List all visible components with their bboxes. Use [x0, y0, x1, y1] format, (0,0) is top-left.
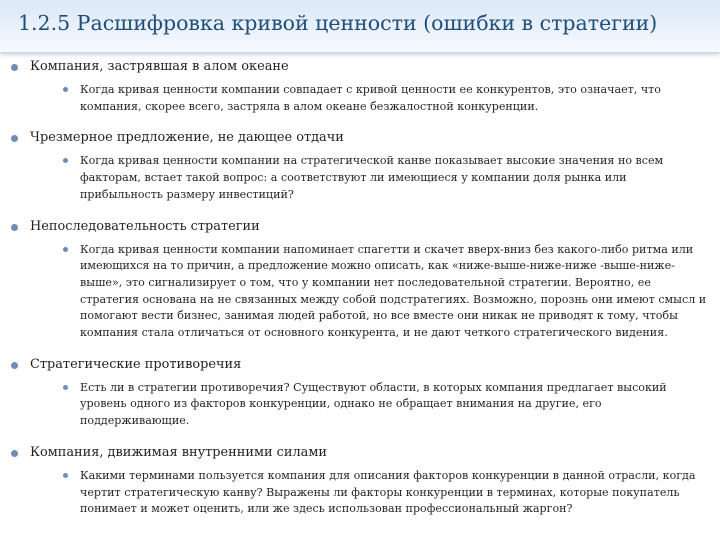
- bullet-icon: [11, 64, 18, 71]
- bullet-icon: [11, 450, 18, 457]
- list-item-detail: [80, 153, 710, 203]
- title-band: [0, 0, 720, 53]
- item-heading: Компания, застрявшая в алом океане: [30, 59, 289, 74]
- bullet-icon: [11, 224, 18, 231]
- list-item: [0, 58, 720, 76]
- item-detail: Какими терминами пользуется компания для описания факторов конкуренции в данной отрасли, когда чертит стратегическую канву? Выражены ли факторы конкуренции в терминах, которые покупатель понимает и может оценить, или же здесь использован профессиональный жаргон?: [80, 468, 696, 516]
- list-item-detail: [80, 468, 710, 518]
- item-detail: Когда кривая ценности компании напоминает спагетти и скачет вверх-вниз без какого-либо ритма или имеющихся на то причин, а предложение можно описать, как «ниже-выше-ниже-ниже -выше-ниже-выше», это сигнализирует о том, что у компании нет последовательной стратегии. Вероятно, ее стратегия основана на не связанных между собой подстратегиях. Возможно, порознь они имеют смысл и помогают вести бизнес, занимая людей работой, но все вместе они никак не приводят к тому, чтобы компания стала отличаться от основного конкурента, и не дают четкого стратегического видения.: [80, 242, 707, 340]
- item-heading: Компания, движимая внутренними силами: [30, 444, 327, 460]
- bullet-icon: [63, 385, 68, 390]
- bullet-icon: [63, 247, 68, 252]
- item-heading: Стратегические противоречия: [30, 356, 242, 372]
- list-item: [0, 129, 720, 147]
- item-detail: Есть ли в стратегии противоречия? Существуют области, в которых компания предлагает высокий уровень одного из факторов конкуренции, однако не обращает внимания на другие, его поддерживающие.: [80, 380, 667, 428]
- list-item-detail: [80, 82, 710, 115]
- bullet-icon: [63, 158, 68, 163]
- list-item-detail: [80, 380, 710, 430]
- item-heading: Непоследовательность стратегии: [30, 218, 260, 234]
- slide-title: 1.2.5 Расшифровка кривой ценности (ошибки в стратегии): [18, 11, 658, 35]
- bullet-icon: [63, 473, 68, 478]
- item-detail: Когда кривая ценности компании совпадает с кривой ценности ее конкурентов, это означает, что компания, скорее всего, застряла в алом океане безжалостной конкуренции.: [80, 83, 661, 113]
- list-item: [0, 218, 720, 236]
- item-detail: Когда кривая ценности компании на стратегической канве показывает высокие значения но всем факторам, встает такой вопрос: а соответствуют ли имеющиеся у компании доля рынка или прибыльность размеру инвестиций?: [80, 154, 664, 201]
- bullet-icon: [11, 362, 18, 369]
- item-heading: Чрезмерное предложение, не дающее отдачи: [30, 130, 344, 146]
- bullet-icon: [63, 87, 68, 92]
- list-item: [0, 356, 720, 374]
- bullet-icon: [11, 135, 18, 142]
- bullet-list: [0, 56, 720, 522]
- list-item-detail: [80, 242, 710, 342]
- list-item: [0, 444, 720, 462]
